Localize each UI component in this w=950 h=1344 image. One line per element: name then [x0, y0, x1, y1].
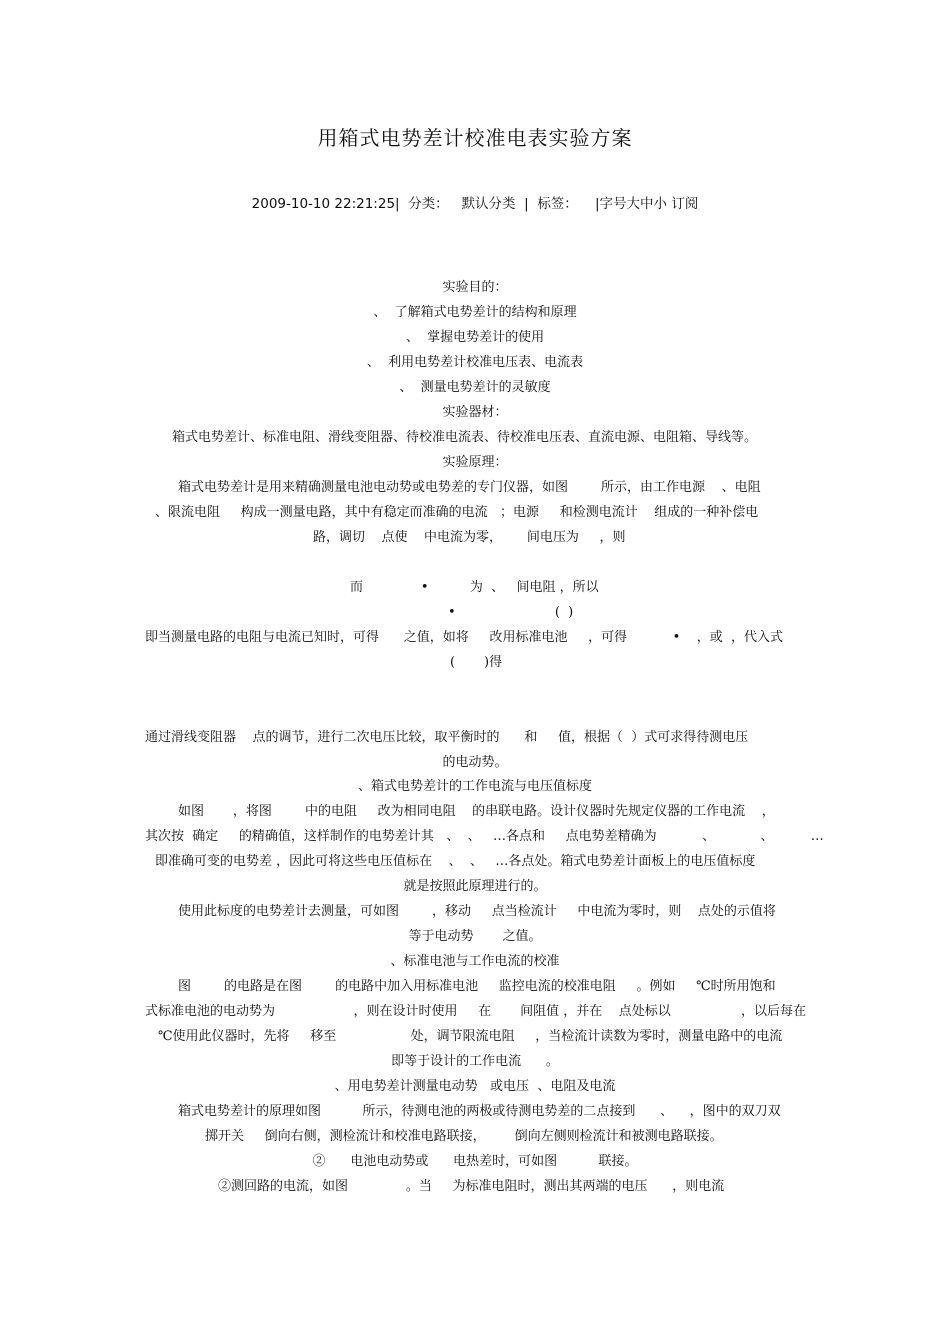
formula-line: 而 • 为 、 间电阻 ，所以 — [350, 580, 599, 595]
font-size-control[interactable]: |字号大中小 — [594, 196, 668, 212]
category-label: 分类： — [408, 196, 449, 212]
section-heading: 、用电势差计测量电动势 或电压 、电阻及电流 — [334, 1079, 616, 1094]
paragraph-line: 、限流电阻 构成一测量电路，其中有稳定而准确的电流 ；电源 和检测电流计 组成的一种补偿电 — [155, 505, 759, 520]
paragraph-line: ℃使用此仪器时，先将 移至 处，调节限流电阻 ，当检流计读数为零时，测量电路中的电流 — [158, 1029, 783, 1044]
post-meta — [0, 192, 950, 212]
section-heading: 、标准电池与工作电流的校准 — [390, 954, 560, 969]
section-heading: 、箱式电势差计的工作电流与电压值标度 — [357, 779, 592, 794]
paragraph-line: 箱式电势差计的原理如图 所示，待测电池的两极或待测电势差的二点接到 、 ，图中的双刀双 — [178, 1104, 781, 1119]
section-heading-purpose: 实验目的： — [442, 280, 508, 295]
paragraph-line: 的电动势。 — [442, 755, 508, 770]
paragraph-line: 其次按 确定 的精确值，这样制作的电势差计其 、 、 …各点和 点电势差精确为 、 、 … — [145, 829, 824, 844]
paragraph-line: 图 的电路是在图 的电路中加入用标准电池 监控电流的校准电阻 。例如 ℃时所用饱和 — [178, 979, 776, 994]
paragraph-line: 使用此标度的电势差计去测量，可如图 ，移动 点当检流计 中电流为零时，则 点处的示值将 — [178, 904, 776, 919]
paragraph-line: ② 电池电动势或 电热差时，可如图 联接。 — [312, 1154, 638, 1169]
paragraph-line: 式标准电池的电动势为 ，则在设计时使用 在 间阻值 ，并在 点处标以 ，以后每在 — [145, 1004, 807, 1019]
paragraph-line: 箱式电势差计是用来精确测量电池电动势或电势差的专门仪器，如图 所示，由工作电源 、电阻 — [178, 480, 761, 495]
purpose-item: 、 利用电势差计校准电压表、电流表 — [366, 355, 584, 370]
paragraph-line: 即准确可变的电势差 ，因此可将这些电压值标在 、 、 …各点处。箱式电势差计面板上的电压值标度 — [155, 854, 756, 869]
purpose-item: 、 掌握电势差计的使用 — [405, 330, 545, 345]
paragraph-line: 即当测量电路的电阻与电流已知时，可得 之值，如将 改用标准电池 ，可得 • ，或 ，代入式 — [145, 630, 784, 645]
section-heading-principle: 实验原理： — [442, 455, 508, 470]
formula-line: • ( ) — [448, 605, 574, 620]
meta-separator: | — [524, 196, 529, 212]
subscribe-link[interactable]: 订阅 — [671, 196, 699, 212]
formula-line: ( )得 — [450, 655, 503, 670]
page-title: 用箱式电势差计校准电表实验方案 — [317, 126, 633, 150]
purpose-item: 、 测量电势差计的灵敏度 — [399, 380, 551, 395]
paragraph-line: 如图 ，将图 中的电阻 改为相同电阻 的串联电路。设计仪器时先规定仪器的工作电流 ， — [178, 804, 775, 819]
tags-label: 标签： — [537, 196, 578, 212]
paragraph-line: 掷开关 倒向右侧，测检流计和校准电路联接， 倒向左侧则检流计和被测电路联接。 — [205, 1129, 723, 1144]
paragraph-line: 就是按照此原理进行的。 — [403, 879, 547, 894]
paragraph-line: ②测回路的电流，如图 。当 为标准电阻时，测出其两端的电压 ，则电流 — [218, 1179, 725, 1194]
paragraph-line: 即等于设计的工作电流 。 — [391, 1054, 559, 1069]
purpose-item: 、 了解箱式电势差计的结构和原理 — [373, 305, 577, 320]
section-heading-equipment: 实验器材： — [442, 405, 508, 420]
paragraph-line: 路，调切 点使 中电流为零， 间电压为 ，则 — [313, 530, 626, 545]
paragraph-line: 通过滑线变阻器 点的调节，进行二次电压比较，取平衡时的 和 值，根据（ ）式可求得待测电压 — [145, 730, 749, 745]
paragraph-line: 等于电动势 之值。 — [408, 929, 542, 944]
equipment-text: 箱式电势差计、标准电阻、滑线变阻器、待校准电流表、待校准电压表、直流电源、电阻箱、导线等。 — [172, 430, 758, 445]
post-datetime: 2009-10-10 22:21:25| — [251, 196, 400, 212]
category-link[interactable]: 默认分类 — [461, 196, 516, 212]
